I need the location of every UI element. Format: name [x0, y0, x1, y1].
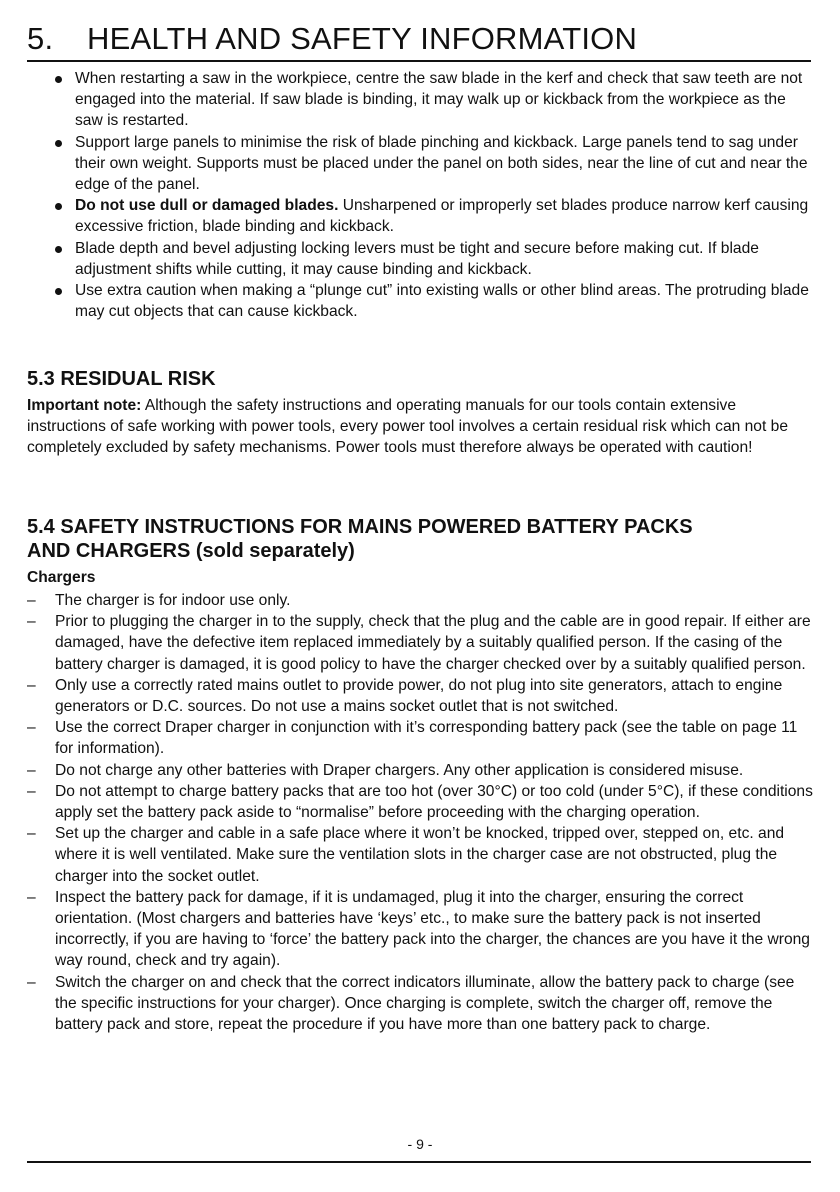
list-item	[27, 972, 815, 1036]
bullet-dot-icon	[55, 140, 62, 147]
bullet-item	[27, 280, 812, 322]
list-item-text: Inspect the battery pack for damage, if it is undamaged, plug it into the charger, ensuring the correct orientation. (Most chargers and batteries have ‘keys’ etc., to make sure the battery pack is not inserted incorrectly, if you are having to ‘force’ the battery pack into the charger, the chances are you have it the wrong way round, check and try again).	[55, 888, 810, 970]
list-item	[27, 781, 815, 823]
bullet-bold: Do not use dull or damaged blades.	[75, 197, 339, 215]
dash-marker: –	[27, 782, 36, 800]
bullet-item	[27, 238, 812, 280]
chargers-subheading: Chargers	[27, 569, 96, 586]
battery-safety-heading	[27, 515, 693, 563]
section-title	[27, 21, 637, 57]
bullet-item	[27, 132, 812, 196]
header-rule	[27, 60, 811, 62]
list-item	[27, 590, 815, 611]
bullet-dot-icon	[55, 246, 62, 253]
list-item	[27, 887, 815, 972]
bullet-dot-icon	[55, 76, 62, 83]
important-note-label: Important note:	[27, 397, 142, 414]
list-item-text: Do not charge any other batteries with Draper chargers. Any other application is considered misuse.	[55, 761, 744, 779]
bullet-text: Support large panels to minimise the risk of blade pinching and kickback. Large panels tend to sag under their own weight. Supports must be placed under the panel on both sides, near the line of cut and near the edge of the panel.	[75, 133, 808, 194]
bullet-item	[27, 195, 812, 237]
dash-marker: –	[27, 973, 36, 991]
list-item	[27, 611, 815, 675]
blade-safety-bullets	[27, 68, 812, 322]
dash-marker: –	[27, 825, 36, 843]
list-item	[27, 823, 815, 887]
list-item-text: Do not attempt to charge battery packs that are too hot (over 30°C) or too cold (under 5°C), if these conditions apply set the battery pack aside to “normalise” before proceeding with the charging operation.	[55, 782, 813, 822]
charger-instructions-list	[27, 590, 815, 1035]
dash-marker: –	[27, 888, 36, 906]
list-item	[27, 717, 815, 759]
list-item-text: Prior to plugging the charger in to the supply, check that the plug and the cable are in good repair. If either are damaged, have the defective item replaced immediately by a suitably qualified person. If the casing of the battery charger is damaged, it is good policy to have the charger checked over by a suitably qualified person.	[55, 613, 811, 673]
bullet-item	[27, 68, 812, 132]
list-item-text: Switch the charger on and check that the correct indicators illuminate, allow the battery pack to charge (see the specific instructions for your charger). Once charging is complete, switch the charger off, remove the battery pack and store, repeat the procedure if you have more than one battery pack to charge.	[55, 973, 795, 1034]
dash-marker: –	[27, 676, 36, 694]
bullet-dot-icon	[55, 203, 62, 210]
section-number: 5.	[27, 21, 54, 56]
list-item-text: Set up the charger and cable in a safe place where it won’t be knocked, tripped over, stepped on, etc. and where it is well ventilated. Make sure the ventilation slots in the charger case are not obstructed, plug the charger into the socket outlet.	[55, 825, 785, 885]
dash-marker: –	[27, 613, 36, 631]
residual-risk-heading: 5.3 RESIDUAL RISK	[27, 368, 216, 390]
list-item-text: Only use a correctly rated mains outlet to provide power, do not plug into site generators, attach to engine generators or D.C. sources. Do not use a mains socket outlet that is not switched.	[55, 676, 783, 716]
important-note-text: Although the safety instructions and operating manuals for our tools contain extensive instructions of safe working with power tools, every power tool involves a certain residual risk which can not be completely excluded by safety mechanisms. Power tools must therefore always be operated with caution!	[27, 397, 788, 457]
list-item	[27, 675, 815, 717]
bullet-dot-icon	[55, 288, 62, 295]
section-title-text: HEALTH AND SAFETY INFORMATION	[87, 21, 638, 56]
list-item	[27, 760, 815, 781]
dash-marker: –	[27, 761, 36, 779]
page-number: - 9 -	[407, 1136, 433, 1152]
section-header	[0, 0, 840, 62]
footer-rule	[27, 1161, 811, 1163]
residual-risk-paragraph	[27, 395, 815, 459]
battery-heading-line2: AND CHARGERS (sold separately)	[27, 540, 355, 562]
list-item-text: Use the correct Draper charger in conjunction with it’s corresponding battery pack (see the table on page 11 for information).	[55, 719, 798, 758]
dash-marker: –	[27, 719, 36, 737]
bullet-text: Use extra caution when making a “plunge cut” into existing walls or other blind areas. The protruding blade may cut objects that can cause kickback.	[75, 282, 809, 321]
list-item-text: The charger is for indoor use only.	[55, 592, 291, 609]
bullet-text: Blade depth and bevel adjusting locking levers must be tight and secure before making cut. If blade adjustment shifts while cutting, it may cause binding and kickback.	[75, 239, 759, 278]
bullet-text: Unsharpened or improperly set blades produce narrow kerf causing excessive friction, blade binding and kickback.	[75, 197, 809, 236]
bullet-text: When restarting a saw in the workpiece, centre the saw blade in the kerf and check that saw teeth are not engaged into the material. If saw blade is binding, it may walk up or kickback from the workpiece as the saw is restarted.	[75, 70, 803, 130]
dash-marker: –	[27, 592, 36, 609]
battery-heading-line1: 5.4 SAFETY INSTRUCTIONS FOR MAINS POWERED BATTERY PACKS	[27, 516, 693, 538]
